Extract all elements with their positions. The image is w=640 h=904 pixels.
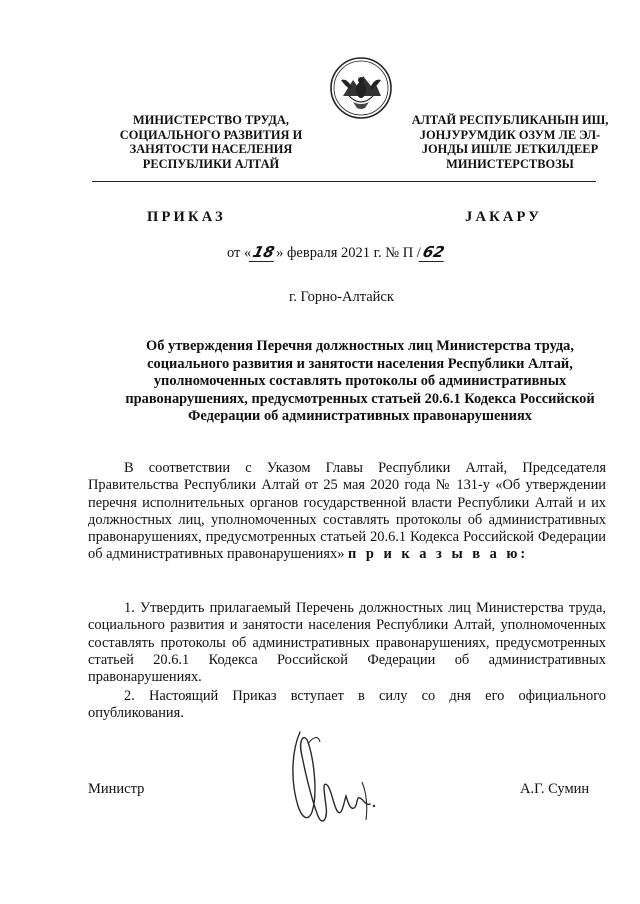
ministry-name-ru-line: СОЦИАЛЬНОГО РАЗВИТИЯ И [119,127,303,142]
ministry-name-alt-line: МИНИСТЕРСТВОЗЫ [446,156,574,171]
ministry-name-alt-line: ЈОНЈУРУМДИК ОЗУМ ЛЕ ЭЛ- [419,127,601,142]
ministry-name-ru-line: РЕСПУБЛИКИ АЛТАЙ [142,156,280,171]
signatory-position: Министр [88,781,145,797]
altai-republic-coat-of-arms-icon [329,56,393,120]
order-title-russian: ПРИКАЗ [147,209,226,225]
order-date-line [227,243,446,262]
document-title-line: Федерации об административных правонарушениях [188,408,532,425]
ministry-name-alt-line: АЛТАЙ РЕСПУБЛИКАНЫН ИШ, [411,113,609,127]
handwritten-signature-icon [278,720,388,832]
header-divider [92,181,596,182]
ministry-name-alt-line: ЈОНДЫ ИШЛЕ ЈЕТКИЛДЕЕР [421,142,599,157]
document-title-line: уполномоченных составлять протоколы об административных [153,373,567,390]
document-title-line: правонарушениях, предусмотренных статьей 20.6.1 Кодекса Российской [125,390,595,407]
item-1-paragraph: 1. Утвердить прилагаемый Перечень должностных лиц Министерства труда, социального развития и занятости населения Республики Алтай, уполномоченных составлять протоколы об административных правонарушениях, предусмотренных статьей 20.6.1 Кодекса Российской Федерации об административных правонарушениях. [88,600,606,686]
date-day-handwritten: 18 [249,243,279,262]
preamble-paragraph [88,460,606,564]
ministry-name-ru-line: МИНИСТЕРСТВО ТРУДА, [133,113,289,127]
document-title-line: Об утверждения Перечня должностных лиц Министерства труда, [146,338,574,354]
document-title [110,338,610,426]
order-number-handwritten: 62 [418,243,448,262]
date-rest: » февраля 2021 г. № П / [276,245,421,261]
date-prefix: от « [227,245,252,261]
ministry-name-altai [405,113,615,171]
preamble-text: В соответствии с Указом Главы Республики Алтай, Председателя Правительства Республики Алтай от 25 мая 2020 года № 131-у «Об утверждении перечня исполнительных органов государственной власти Республики Алтай и их должностных лиц, уполномоченных составлять протоколы об административных правонарушениях, предусмотренных статьей 20.6.1 Кодекса Российской Федерации об административных правонарушениях» [88,460,606,563]
order-title-altai: ЈАКАРУ [465,209,543,225]
ministry-name-ru-line: ЗАНЯТОСТИ НАСЕЛЕНИЯ [129,142,293,157]
ministry-name-russian [100,113,322,171]
signatory-name: А.Г. Сумин [520,781,590,797]
city-name: г. Горно-Алтайск [289,289,394,305]
item-2-paragraph: 2. Настоящий Приказ вступает в силу со дня его официального опубликования. [88,688,606,722]
document-title-line: социального развития и занятости населения Республики Алтай, [147,355,573,372]
order-word: п р и к а з ы в а ю: [348,546,529,563]
